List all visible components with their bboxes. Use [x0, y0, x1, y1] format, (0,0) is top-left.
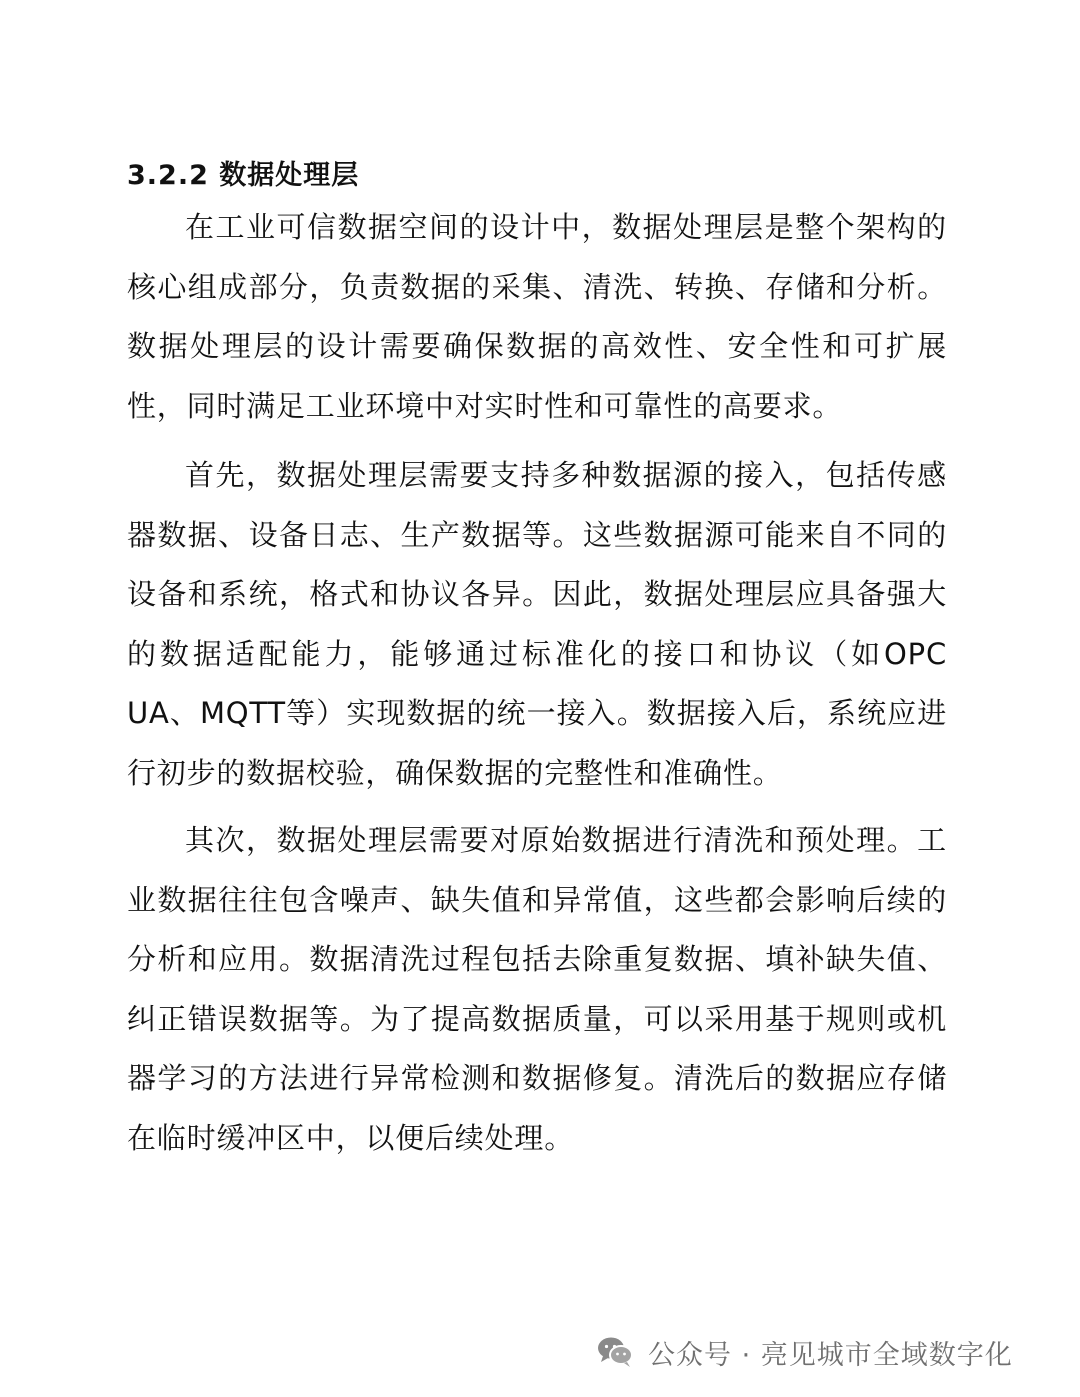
wechat-icon [596, 1335, 636, 1369]
paragraph-1: 在工业可信数据空间的设计中，数据处理层是整个架构的核心组成部分，负责数据的采集、清洗、转换、存储和分析。数据处理层的设计需要确保数据的高效性、安全性和可扩展性，同时满足工业环境中对实时性和可靠性的高要求。 [127, 210, 947, 423]
paragraph-2: 首先，数据处理层需要支持多种数据源的接入，包括传感器数据、设备日志、生产数据等。这些数据源可能来自不同的设备和系统，格式和协议各异。因此，数据处理层应具备强大的数据适配能力，能够通过标准化的接口和协议（如OPC UA、MQTT等）实现数据的统一接入。数据接入后，系统应进行初步的数据校验，确保数据的完整性和准确性。 [127, 458, 948, 790]
wechat-watermark [596, 1330, 1013, 1374]
section-title: 3.2.2 数据处理层 [127, 160, 360, 191]
watermark-text: 公众号 · 亮见城市全域数字化 [648, 1339, 1013, 1371]
paragraph-3: 其次，数据处理层需要对原始数据进行清洗和预处理。工业数据往往包含噪声、缺失值和异常值，这些都会影响后续的分析和应用。数据清洗过程包括去除重复数据、填补缺失值、纠正错误数据等。为了提高数据质量，可以采用基于规则或机器学习的方法进行异常检测和数据修复。清洗后的数据应存储在临时缓冲区中，以便后续处理。 [127, 823, 947, 1155]
